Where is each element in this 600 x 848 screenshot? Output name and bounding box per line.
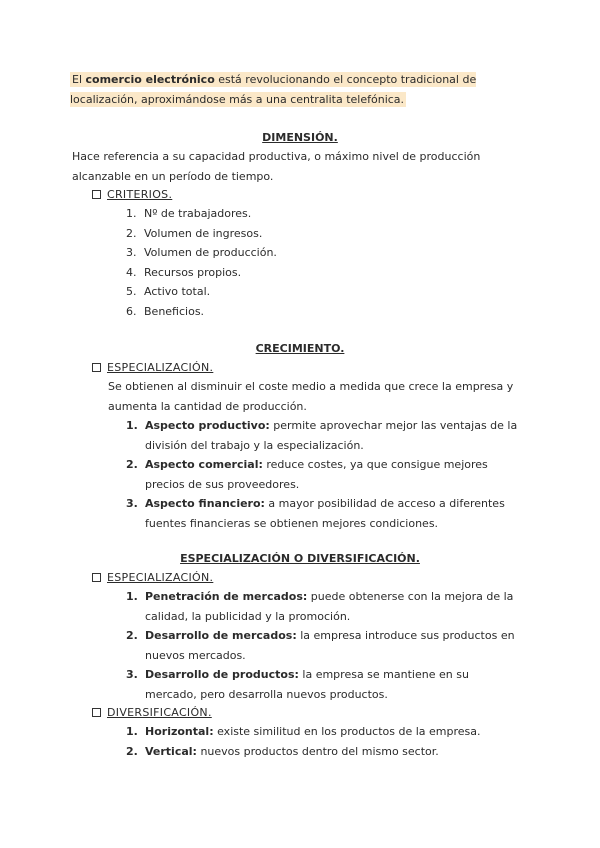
- intro-paragraph: [70, 70, 510, 110]
- criterios-item: [92, 188, 172, 201]
- crecimiento-heading: CRECIMIENTO.: [255, 342, 345, 355]
- list-item: 2. Vertical: nuevos productos dentro del mismo sector.: [126, 744, 439, 758]
- list-item: 6. Beneficios.: [126, 304, 205, 318]
- checkbox-icon: [92, 363, 101, 372]
- list-item: 2. Volumen de ingresos.: [126, 226, 263, 240]
- list-item: 1. Horizontal: existe similitud en los productos de la empresa.: [126, 725, 481, 738]
- crecimiento-list: [126, 416, 518, 533]
- crecimiento-description: Se obtienen al disminuir el coste medio a medida que crece la empresa y aumenta la cantidad de producción.: [108, 380, 514, 413]
- list-item: 5. Activo total.: [126, 285, 211, 298]
- checkbox-icon: [92, 708, 101, 717]
- list-item: 3. Desarrollo de productos: la empresa se mantiene en su mercado, pero desarrolla nuevos productos.: [126, 668, 469, 701]
- checkbox-icon: [92, 573, 101, 582]
- list-item: 2. Desarrollo de mercados: la empresa introduce sus productos en nuevos mercados.: [126, 629, 515, 662]
- diversificacion-item: [92, 706, 212, 719]
- list-item: 3. Volumen de producción.: [126, 246, 277, 259]
- especializacion-item-2: [92, 571, 213, 584]
- criterios-label: CRITERIOS.: [107, 188, 173, 201]
- dimension-criteria-list: [126, 204, 277, 321]
- intro-rest: está revolucionando el concepto tradicional de localización, aproximándose más a una centralita telefónica.: [70, 73, 477, 106]
- dimension-heading: DIMENSIÓN.: [262, 131, 338, 144]
- list-item: 1. Aspecto productivo: permite aprovechar mejor las ventajas de la división del trabajo y la especialización.: [126, 419, 518, 452]
- especializacion-item: [92, 361, 213, 374]
- list-item: 4. Recursos propios.: [126, 265, 242, 279]
- especializacion-label-2: ESPECIALIZACIÓN.: [107, 571, 214, 584]
- list-item: 1. Nº de trabajadores.: [126, 207, 252, 220]
- list-item: 2. Aspecto comercial: reduce costes, ya que consigue mejores precios de sus proveedores.: [126, 458, 488, 491]
- dimension-description: Hace referencia a su capacidad productiva, o máximo nivel de producción alcanzable en un período de tiempo.: [72, 150, 481, 183]
- intro-bold-term: comercio electrónico: [85, 73, 215, 86]
- especializacion-diversificacion-heading: ESPECIALIZACIÓN O DIVERSIFICACIÓN.: [180, 552, 420, 565]
- list-item: 1. Penetración de mercados: puede obtenerse con la mejora de la calidad, la publicidad y la promoción.: [126, 590, 514, 623]
- intro-prefix: El: [72, 73, 86, 86]
- intro-highlight: [70, 72, 476, 107]
- list-item: 3. Aspecto financiero: a mayor posibilidad de acceso a diferentes fuentes financieras se obtienen mejores condiciones.: [126, 497, 505, 530]
- checkbox-icon: [92, 190, 101, 199]
- diversificacion-list: [126, 722, 518, 761]
- especializacion-list: [126, 587, 518, 704]
- diversificacion-label: DIVERSIFICACIÓN.: [107, 706, 212, 719]
- especializacion-label: ESPECIALIZACIÓN.: [107, 361, 214, 374]
